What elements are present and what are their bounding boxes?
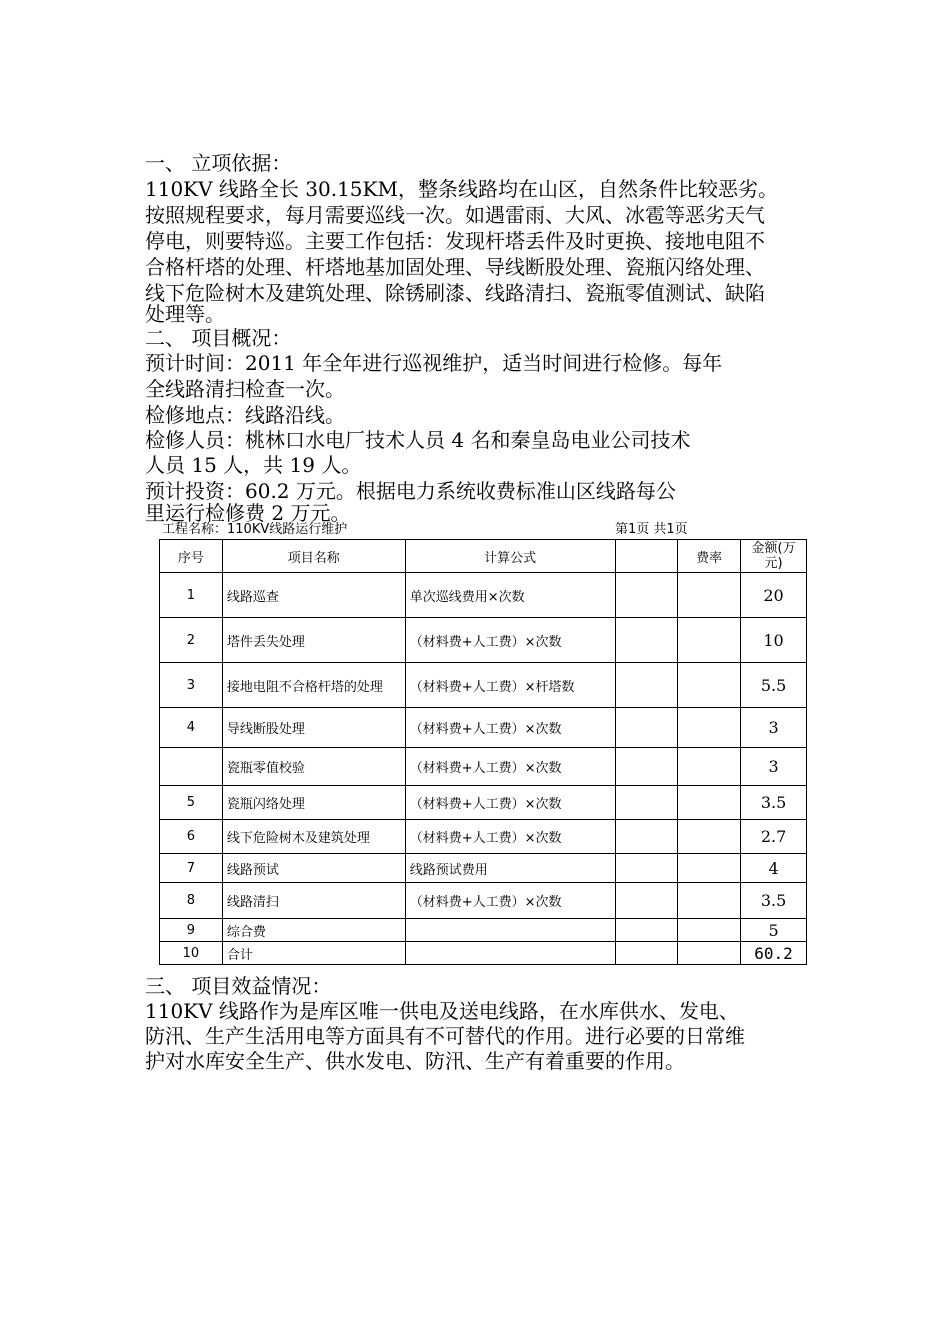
table-row [160, 708, 807, 748]
table-cell [615, 786, 678, 820]
table-cell [678, 786, 741, 820]
table-cell [678, 919, 741, 942]
table-cell: 10 [741, 618, 807, 663]
section1-line: 停电，则要特巡。主要工作包括：发现杆塔丢件及时更换、接地电阻不 [145, 229, 765, 253]
table-cell [678, 942, 741, 965]
section2-line: 预计投资：60.2 万元。根据电力系统收费标准山区线路每公 [145, 479, 676, 503]
table-cell [615, 854, 678, 883]
table-row [160, 854, 807, 883]
table-cell: 线路清扫 [222, 883, 405, 919]
table-cell [160, 748, 223, 786]
table-cell: 线路预试 [222, 854, 405, 883]
section3-line: 护对水库安全生产、供水发电、防汛、生产有着重要的作用。 [145, 1049, 685, 1073]
table-row [160, 748, 807, 786]
table-cell: 60.2 [741, 942, 807, 965]
table-cell: （材料费+人工费）×次数 [405, 820, 615, 854]
table-cell [615, 883, 678, 919]
table-cell: 3.5 [741, 883, 807, 919]
table-project-name: 工程名称：110KV线路运行维护 [162, 522, 348, 537]
section3-heading: 三、 项目效益情况： [145, 974, 332, 998]
table-cell [405, 919, 615, 942]
cost-table [159, 539, 807, 965]
table-cell: 4 [160, 708, 223, 748]
table-cell [615, 919, 678, 942]
section1-heading: 一、 立项依据： [145, 151, 292, 175]
table-row [160, 919, 807, 942]
table-header-row [160, 540, 807, 573]
table-cell: 瓷瓶零值校验 [222, 748, 405, 786]
table-cell [678, 573, 741, 618]
section2-line: 检修地点：线路沿线。 [145, 403, 345, 427]
table-row [160, 786, 807, 820]
table-cell: 4 [741, 854, 807, 883]
section1-line: 按照规程要求，每月需要巡线一次。如遇雷雨、大风、冰雹等恶劣天气 [145, 203, 765, 227]
section1-line: 处理等。 [145, 302, 225, 326]
table-cell [615, 942, 678, 965]
table-cell: 2.7 [741, 820, 807, 854]
section2-line: 预计时间：2011 年全年进行巡视维护，适当时间进行检修。每年 [145, 351, 723, 375]
table-cell: 9 [160, 919, 223, 942]
table-row [160, 883, 807, 919]
table-cell: （材料费+人工费）×次数 [405, 786, 615, 820]
table-header-cell: 费率 [678, 540, 741, 573]
table-cell [615, 663, 678, 708]
table-cell: 7 [160, 854, 223, 883]
table-cell [615, 618, 678, 663]
table-cell: 瓷瓶闪络处理 [222, 786, 405, 820]
table-row [160, 618, 807, 663]
table-header-cell: 项目名称 [222, 540, 405, 573]
table-cell: 线路巡查 [222, 573, 405, 618]
table-cell: （材料费+人工费）×杆塔数 [405, 663, 615, 708]
table-cell: 合计 [222, 942, 405, 965]
table-cell: 3 [741, 708, 807, 748]
table-cell: 线下危险树木及建筑处理 [222, 820, 405, 854]
section2-heading: 二、 项目概况： [145, 326, 292, 350]
table-cell [678, 883, 741, 919]
table-cell [615, 573, 678, 618]
section1-line: 110KV 线路全长 30.15KM，整条线路均在山区，自然条件比较恶劣。 [145, 177, 778, 201]
table-cell [678, 748, 741, 786]
table-cell: 导线断股处理 [222, 708, 405, 748]
table-cell [405, 942, 615, 965]
section1-line: 线下危险树木及建筑处理、除锈刷漆、线路清扫、瓷瓶零值测试、缺陷 [145, 281, 765, 305]
table-cell [615, 748, 678, 786]
table-cell [678, 708, 741, 748]
table-cell: 3 [160, 663, 223, 708]
table-cell [678, 854, 741, 883]
table-cell: 2 [160, 618, 223, 663]
table-row [160, 942, 807, 965]
section3-line: 110KV 线路作为是库区唯一供电及送电线路，在水库供水、发电、 [145, 999, 739, 1023]
table-cell: 1 [160, 573, 223, 618]
table-cell: 6 [160, 820, 223, 854]
table-cell: 8 [160, 883, 223, 919]
table-cell: 3.5 [741, 786, 807, 820]
table-header-cell: 计算公式 [405, 540, 615, 573]
table-row [160, 573, 807, 618]
table-cell: （材料费+人工费）×次数 [405, 618, 615, 663]
table-cell: （材料费+人工费）×次数 [405, 748, 615, 786]
table-page-indicator: 第1页 共1页 [615, 522, 688, 537]
section2-line: 检修人员：桃林口水电厂技术人员 4 名和秦皇岛电业公司技术 [145, 428, 691, 452]
section2-line: 人员 15 人，共 19 人。 [145, 453, 362, 477]
table-cell [615, 820, 678, 854]
section2-line: 里运行检修费 2 万元。 [145, 501, 351, 525]
table-row [160, 663, 807, 708]
table-cell: 综合费 [222, 919, 405, 942]
table-cell: 单次巡线费用×次数 [405, 573, 615, 618]
table-header-cell [615, 540, 678, 573]
table-cell: 5 [741, 919, 807, 942]
table-cell: 3 [741, 748, 807, 786]
table-header-cell: 序号 [160, 540, 223, 573]
section3-line: 防汛、生产生活用电等方面具有不可替代的作用。进行必要的日常维 [145, 1024, 745, 1048]
table-header-cell: 金额(万元) [741, 540, 807, 573]
table-cell: 塔件丢失处理 [222, 618, 405, 663]
table-cell: （材料费+人工费）×次数 [405, 708, 615, 748]
table-cell: 接地电阻不合格杆塔的处理 [222, 663, 405, 708]
table-cell: 线路预试费用 [405, 854, 615, 883]
table-cell [678, 663, 741, 708]
table-cell: （材料费+人工费）×次数 [405, 883, 615, 919]
table-row [160, 820, 807, 854]
table-cell: 5 [160, 786, 223, 820]
section1-line: 合格杆塔的处理、杆塔地基加固处理、导线断股处理、瓷瓶闪络处理、 [145, 255, 765, 279]
table-cell [615, 708, 678, 748]
section2-line: 全线路清扫检查一次。 [145, 377, 345, 401]
table-cell: 10 [160, 942, 223, 965]
table-cell: 20 [741, 573, 807, 618]
table-cell [678, 820, 741, 854]
table-cell [678, 618, 741, 663]
table-cell: 5.5 [741, 663, 807, 708]
